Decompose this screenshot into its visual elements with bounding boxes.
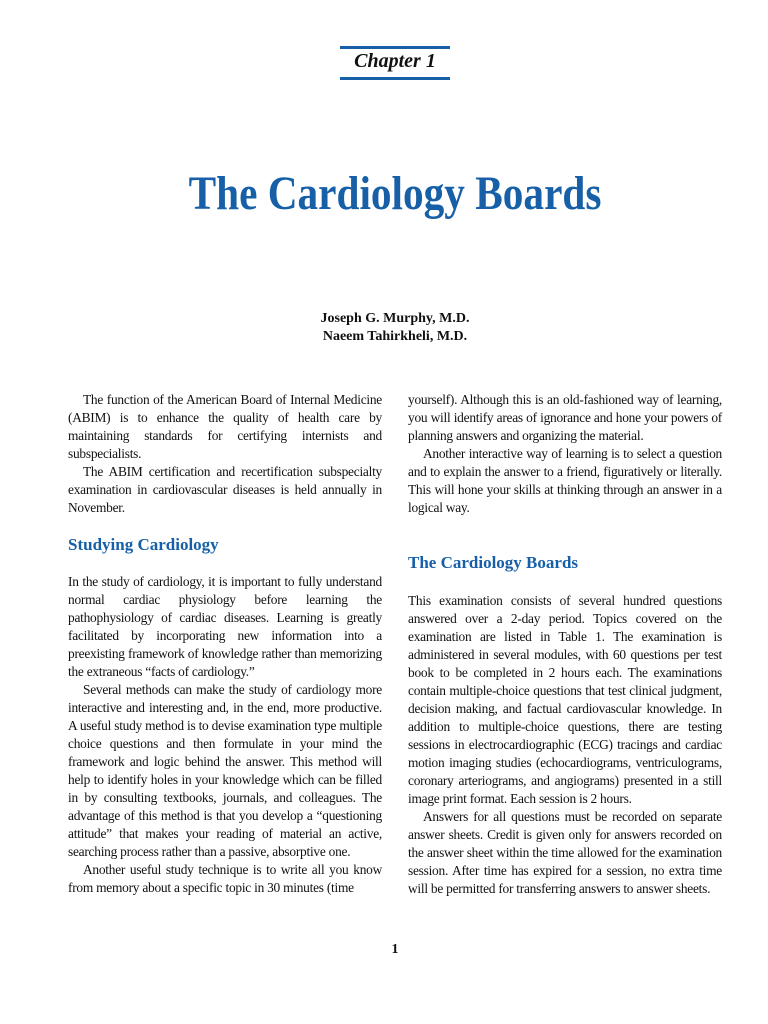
paragraph: Answers for all questions must be recorded on separate answer sheets. Credit is given only for answers recorded on the answer sheet within the time allowed for the examination session. After time has expired for a session, no extra time will be permitted for transferring answers to answer sheets. [408,809,722,896]
chapter-rule-bottom [340,77,450,80]
page-title: The Cardiology Boards [188,167,602,220]
section-heading-studying: Studying Cardiology [68,535,219,554]
right-column-section [408,592,722,898]
author-name: Joseph G. Murphy, M.D. [320,311,470,326]
chapter-rule-top [340,46,450,49]
section-heading-boards: The Cardiology Boards [408,553,579,572]
paragraph: This examination consists of several hundred questions answered over a 2-day period. Topics covered on the examination are listed in Table 1. The examination is administered in several modules, with 60 questions per test book to be completed in 2 hours each. The examinations contain multiple-choice questions that test clinical judgment, decision making, and factual cardiovascular knowledge. In addition to multiple-choice questions, there are testing sessions in electrocardiographic (ECG) tracings and cardiac motion imaging studies (echocardiograms, ventriculograms, coronary arteriograms, and angiograms) presented in a still image print format. Each session is 2 hours. [408,593,722,806]
paragraph: Another useful study technique is to write all you know from memory about a specific topic in 30 minutes (time [68,862,382,895]
paragraph: yourself). Although this is an old-fashioned way of learning, you will identify areas of ignorance and hone your powers of planning answers and organizing the material. [408,392,722,443]
right-column-continuation [408,391,722,517]
paragraph: The ABIM certification and recertification subspecialty examination in cardiovascular diseases is held annually in November. [68,464,382,515]
paragraph: Several methods can make the study of cardiology more interactive and interesting and, in the end, more productive. A useful study method is to devise examination type multiple choice questions and then formulate in your mind the framework and logic behind the answer. This method will help to identify holes in your knowledge which can be filled in by consulting textbooks, journals, and colleagues. The advantage of this method is that you develop a “questioning attitude” that makes your reading of material an active, searching process rather than a passive, absorptive one. [68,682,382,859]
page-number: 1 [391,942,399,957]
paragraph: In the study of cardiology, it is important to fully understand normal cardiac physiology before learning the pathophysiology of cardiac diseases. Learning is greatly facilitated by incorporating new information into a preexisting framework of knowledge rather than memorizing the extraneous “facts of cardiology.” [68,574,382,679]
author-list [0,310,768,346]
chapter-label: Chapter 1 [354,50,436,72]
left-column-section [68,573,382,897]
paragraph: The function of the American Board of Internal Medicine (ABIM) is to enhance the quality of health care by maintaining standards for certifying internists and subspecialists. [68,392,382,461]
author-name: Naeem Tahirkheli, M.D. [322,329,468,344]
left-column-intro [68,391,382,517]
chapter-banner [340,46,450,78]
paragraph: Another interactive way of learning is to select a question and to explain the answer to a friend, figuratively or literally. This will hone your skills at thinking through an answer in a logical way. [408,446,722,515]
